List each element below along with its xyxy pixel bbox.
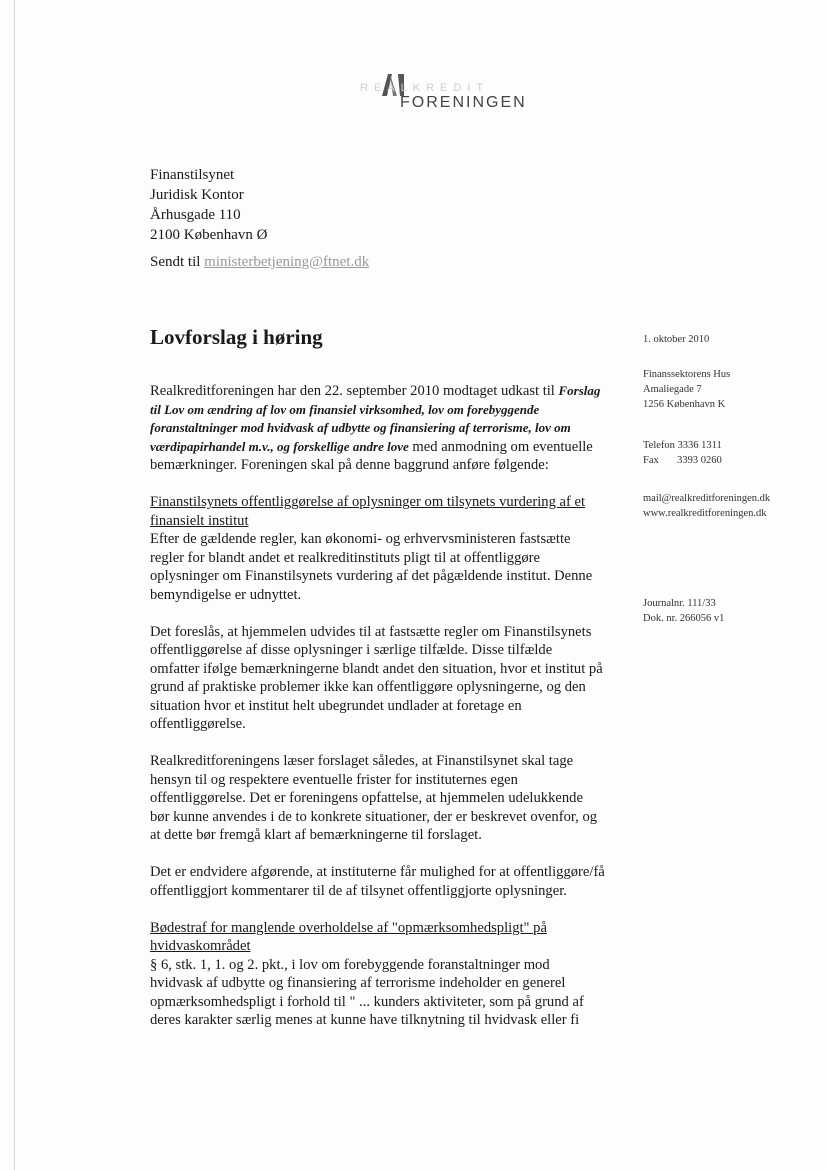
sidebar-address bbox=[643, 367, 730, 412]
sidebar-journal: Journalnr. 111/33 bbox=[643, 598, 716, 609]
sidebar-mail[interactable]: mail@realkreditforeningen.dk bbox=[643, 493, 771, 504]
address-line: 2100 København Ø bbox=[150, 227, 268, 243]
sidebar-fax bbox=[643, 453, 722, 468]
letter-body bbox=[150, 382, 605, 1030]
sidebar-references bbox=[643, 596, 724, 626]
page-title: Lovforslag i høring bbox=[150, 325, 323, 349]
logo bbox=[360, 70, 550, 118]
intro-text-end: med anmodning om eventuelle bemærkninger. Foreningen skal på denne baggrund anføre følgende: bbox=[150, 438, 593, 473]
address-line: Århusgade 110 bbox=[150, 207, 241, 223]
sidebar-fax-label: Fax bbox=[643, 455, 659, 466]
paragraph-5: § 6, stk. 1, 1. og 2. pkt., i lov om forebyggende foranstaltninger mod hvidvask af udbytte og finansiering af terrorisme indeholder en generel opmærksomhedspligt i forhold til " ... kunders aktiviteter, som på grund af deres karakter særlig menes at kunne have tilknytning til hvidvask eller fi bbox=[150, 956, 584, 1028]
sidebar-address-line: Amaliegade 7 bbox=[643, 384, 702, 395]
bill-title: Forslag til Lov om ændring af lov om finansiel virksomhed, lov om forebyggende foranstaltninger mod hvidvask af udbytte og finansiering af terrorisme, lov om værdipapirhandel m.v., og forskellige andre love bbox=[150, 383, 601, 454]
sidebar-address-line: Finanssektorens Hus bbox=[643, 369, 731, 380]
section-heading-2: Bødestraf for manglende overholdelse af "opmærksomhedspligt" på hvidvaskområdet bbox=[150, 919, 547, 954]
intro-paragraph bbox=[150, 382, 605, 475]
paragraph-1: Efter de gældende regler, kan økonomi- og erhvervsministeren fastsætte regler for blandt andet et realkreditinstituts pligt til at offentliggøre oplysninger om Finanstilsynets vurdering af det pågældende institut. Denne bemyndigelse er udnyttet. bbox=[150, 531, 593, 603]
section-heading-1: Finanstilsynets offentliggørelse af oplysninger om tilsynets vurdering af et finansielt institut bbox=[150, 494, 586, 529]
scan-edge bbox=[14, 0, 15, 1170]
paragraph-3: Realkreditforeningens læser forslaget således, at Finanstilsynet skal tage hensyn til og respektere eventuelle frister for instituternes egen offentliggørelse. Det er foreningens opfattelse, at hjemmelen udelukkende bør kunne anvendes i de to konkrete situationer, der er beskrevet ovenfor, og at dette bør fremgå klart af bemærkningerne til forslaget. bbox=[150, 753, 598, 843]
sidebar-date: 1. oktober 2010 bbox=[643, 334, 710, 345]
paragraph-2: Det foreslås, at hjemmelen udvides til at fastsætte regler om Finanstilsynets offentliggørelse af disse oplysninger i særlige tilfælde. Disse tilfælde omfatter ifølge bemærkningerne blandt andet den situation, hvor et institut på grund af praktiske problemer ikke kan offentliggøre oplysningerne, og den situation hvor et institut helt ubegrundet undlader at foretage en offentliggørelse. bbox=[150, 623, 603, 732]
logo-text: FORENINGEN bbox=[400, 94, 527, 111]
sent-label: Sendt til bbox=[150, 254, 201, 270]
sidebar-web bbox=[643, 491, 770, 521]
sidebar-phone: Telefon 3336 1311 bbox=[643, 440, 722, 451]
sent-to bbox=[150, 254, 369, 271]
sidebar-fax-number: 3393 0260 bbox=[677, 455, 722, 466]
address-line: Finanstilsynet bbox=[150, 167, 235, 183]
intro-text: Realkreditforeningen har den 22. september 2010 modtaget udkast til bbox=[150, 383, 559, 399]
sidebar-address-line: 1256 København K bbox=[643, 399, 726, 410]
sidebar-dok: Dok. nr. 266056 v1 bbox=[643, 613, 725, 624]
paragraph-4: Det er endvidere afgørende, at instituterne får mulighed for at offentliggøre/få offentliggjort kommentarer til de af tilsynet offentliggjorte oplysninger. bbox=[150, 864, 605, 899]
logo-faint-text: REALKREDIT bbox=[360, 82, 490, 94]
recipient-address bbox=[150, 165, 267, 245]
sent-email-link[interactable]: ministerbetjening@ftnet.dk bbox=[204, 254, 370, 270]
address-line: Juridisk Kontor bbox=[150, 187, 244, 203]
sidebar-contact bbox=[643, 438, 722, 468]
sidebar-website[interactable]: www.realkreditforeningen.dk bbox=[643, 508, 767, 519]
